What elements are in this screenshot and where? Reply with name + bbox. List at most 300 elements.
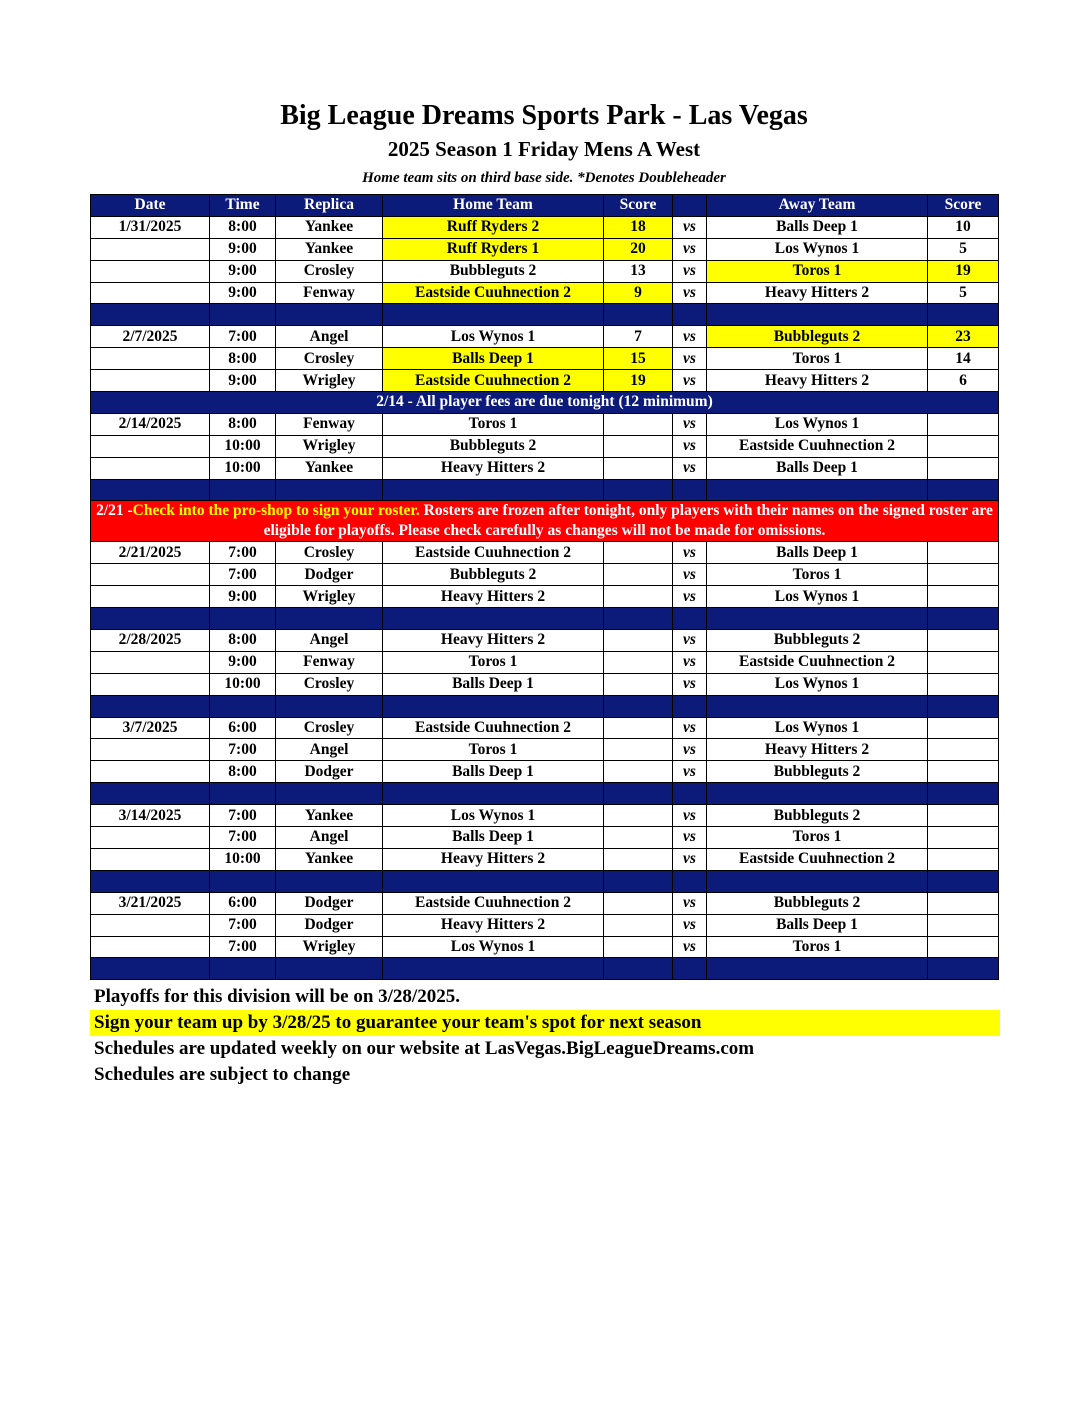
away-score: 10 xyxy=(928,216,999,238)
game-row xyxy=(91,673,999,695)
game-time: 7:00 xyxy=(210,326,276,348)
separator-row xyxy=(91,695,999,717)
away-score: 14 xyxy=(928,348,999,370)
game-row xyxy=(91,848,999,870)
home-team: Ruff Ryders 1 xyxy=(383,238,604,260)
away-score: 23 xyxy=(928,326,999,348)
separator-cell xyxy=(707,783,928,805)
separator-cell xyxy=(383,695,604,717)
separator-cell xyxy=(383,479,604,501)
game-date: 2/21/2025 xyxy=(91,542,210,564)
away-team: Bubbleguts 2 xyxy=(707,761,928,783)
game-row xyxy=(91,282,999,304)
home-score xyxy=(604,739,673,761)
game-date: 3/14/2025 xyxy=(91,805,210,827)
separator-cell xyxy=(707,695,928,717)
vs-label: vs xyxy=(673,673,707,695)
home-score xyxy=(604,914,673,936)
game-time: 10:00 xyxy=(210,848,276,870)
home-team: Eastside Cuuhnection 2 xyxy=(383,892,604,914)
game-date xyxy=(91,936,210,958)
field-name: Angel xyxy=(276,827,383,849)
away-score xyxy=(928,586,999,608)
roster-warning-row xyxy=(91,501,999,542)
field-name: Fenway xyxy=(276,651,383,673)
field-name: Crosley xyxy=(276,348,383,370)
game-row xyxy=(91,457,999,479)
page-title: Big League Dreams Sports Park - Las Vegas xyxy=(280,100,808,131)
away-team: Balls Deep 1 xyxy=(707,457,928,479)
separator-row xyxy=(91,870,999,892)
away-score xyxy=(928,542,999,564)
away-score xyxy=(928,827,999,849)
change-note: Schedules are subject to change xyxy=(94,1064,351,1085)
home-score: 15 xyxy=(604,348,673,370)
away-team: Toros 1 xyxy=(707,348,928,370)
home-team: Bubbleguts 2 xyxy=(383,435,604,457)
game-row xyxy=(91,260,999,282)
separator-cell xyxy=(210,608,276,630)
game-row xyxy=(91,651,999,673)
separator-cell xyxy=(604,870,673,892)
away-team: Eastside Cuuhnection 2 xyxy=(707,435,928,457)
game-time: 8:00 xyxy=(210,216,276,238)
home-team: Los Wynos 1 xyxy=(383,805,604,827)
separator-cell xyxy=(928,870,999,892)
home-score: 19 xyxy=(604,370,673,392)
game-time: 8:00 xyxy=(210,413,276,435)
schedule-body xyxy=(91,216,999,979)
game-time: 8:00 xyxy=(210,630,276,652)
separator-cell xyxy=(91,958,210,980)
vs-label: vs xyxy=(673,413,707,435)
home-score: 9 xyxy=(604,282,673,304)
away-score xyxy=(928,717,999,739)
game-row xyxy=(91,805,999,827)
home-team: Ruff Ryders 2 xyxy=(383,216,604,238)
separator-cell xyxy=(673,304,707,326)
home-score xyxy=(604,630,673,652)
away-team: Bubbleguts 2 xyxy=(707,326,928,348)
col-header-time: Time xyxy=(210,195,276,217)
home-team: Toros 1 xyxy=(383,413,604,435)
home-team: Los Wynos 1 xyxy=(383,936,604,958)
away-score: 6 xyxy=(928,370,999,392)
home-team: Los Wynos 1 xyxy=(383,326,604,348)
away-score xyxy=(928,936,999,958)
game-row xyxy=(91,892,999,914)
separator-cell xyxy=(210,870,276,892)
game-date xyxy=(91,564,210,586)
col-header-replica: Replica xyxy=(276,195,383,217)
game-date xyxy=(91,370,210,392)
col-header-date: Date xyxy=(91,195,210,217)
field-name: Wrigley xyxy=(276,586,383,608)
game-date xyxy=(91,651,210,673)
away-team: Heavy Hitters 2 xyxy=(707,282,928,304)
separator-cell xyxy=(604,958,673,980)
game-time: 7:00 xyxy=(210,936,276,958)
away-team: Eastside Cuuhnection 2 xyxy=(707,848,928,870)
separator-cell xyxy=(928,608,999,630)
separator-cell xyxy=(928,958,999,980)
field-name: Dodger xyxy=(276,892,383,914)
separator-cell xyxy=(928,479,999,501)
game-date xyxy=(91,238,210,260)
away-team: Los Wynos 1 xyxy=(707,413,928,435)
away-score: 5 xyxy=(928,282,999,304)
game-date xyxy=(91,827,210,849)
game-row xyxy=(91,348,999,370)
home-score xyxy=(604,936,673,958)
separator-cell xyxy=(707,304,928,326)
home-score xyxy=(604,848,673,870)
away-score xyxy=(928,651,999,673)
separator-cell xyxy=(91,608,210,630)
away-score xyxy=(928,892,999,914)
separator-row xyxy=(91,783,999,805)
game-date: 1/31/2025 xyxy=(91,216,210,238)
separator-cell xyxy=(707,870,928,892)
game-row xyxy=(91,542,999,564)
home-team: Heavy Hitters 2 xyxy=(383,914,604,936)
home-score xyxy=(604,805,673,827)
game-time: 9:00 xyxy=(210,586,276,608)
game-date xyxy=(91,435,210,457)
vs-label: vs xyxy=(673,370,707,392)
home-score xyxy=(604,651,673,673)
separator-cell xyxy=(383,608,604,630)
away-score xyxy=(928,435,999,457)
fee-notice: 2/14 - All player fees are due tonight (12 minimum) xyxy=(91,392,999,414)
roster-warning-date: 2/21 - xyxy=(96,502,133,520)
field-name: Crosley xyxy=(276,542,383,564)
away-team: Toros 1 xyxy=(707,564,928,586)
game-time: 9:00 xyxy=(210,370,276,392)
game-time: 10:00 xyxy=(210,435,276,457)
game-row xyxy=(91,435,999,457)
game-time: 9:00 xyxy=(210,282,276,304)
away-team: Los Wynos 1 xyxy=(707,238,928,260)
separator-cell xyxy=(91,870,210,892)
game-row xyxy=(91,326,999,348)
vs-label: vs xyxy=(673,761,707,783)
home-score: 13 xyxy=(604,260,673,282)
col-header-away-team: Away Team xyxy=(707,195,928,217)
home-team: Heavy Hitters 2 xyxy=(383,586,604,608)
vs-label: vs xyxy=(673,457,707,479)
away-score xyxy=(928,739,999,761)
away-team: Toros 1 xyxy=(707,936,928,958)
away-team: Heavy Hitters 2 xyxy=(707,739,928,761)
separator-cell xyxy=(383,783,604,805)
field-name: Crosley xyxy=(276,673,383,695)
home-score xyxy=(604,761,673,783)
separator-cell xyxy=(673,479,707,501)
separator-cell xyxy=(673,870,707,892)
away-score: 19 xyxy=(928,260,999,282)
vs-label: vs xyxy=(673,435,707,457)
separator-cell xyxy=(276,870,383,892)
field-name: Angel xyxy=(276,326,383,348)
vs-label: vs xyxy=(673,216,707,238)
field-name: Crosley xyxy=(276,717,383,739)
roster-warning xyxy=(91,501,999,542)
vs-label: vs xyxy=(673,326,707,348)
game-date xyxy=(91,761,210,783)
separator-cell xyxy=(210,304,276,326)
separator-cell xyxy=(91,304,210,326)
game-date: 3/21/2025 xyxy=(91,892,210,914)
away-score xyxy=(928,673,999,695)
separator-cell xyxy=(604,695,673,717)
game-time: 6:00 xyxy=(210,717,276,739)
game-time: 9:00 xyxy=(210,260,276,282)
game-date xyxy=(91,260,210,282)
separator-row xyxy=(91,304,999,326)
away-team: Bubbleguts 2 xyxy=(707,892,928,914)
game-row xyxy=(91,630,999,652)
home-team: Eastside Cuuhnection 2 xyxy=(383,370,604,392)
fee-notice-row xyxy=(91,392,999,414)
game-time: 8:00 xyxy=(210,348,276,370)
separator-cell xyxy=(707,608,928,630)
roster-warning-text: Rosters are frozen after tonight, only players with their names on the signed roster are eligible for playoffs. Please check carefully as changes will not be made for omissions. xyxy=(263,502,993,540)
game-time: 10:00 xyxy=(210,673,276,695)
field-name: Crosley xyxy=(276,260,383,282)
vs-label: vs xyxy=(673,564,707,586)
separator-row xyxy=(91,608,999,630)
home-score xyxy=(604,457,673,479)
game-date xyxy=(91,586,210,608)
separator-cell xyxy=(210,695,276,717)
field-name: Dodger xyxy=(276,914,383,936)
game-row xyxy=(91,827,999,849)
game-date: 3/7/2025 xyxy=(91,717,210,739)
game-time: 9:00 xyxy=(210,651,276,673)
separator-cell xyxy=(276,958,383,980)
away-team: Toros 1 xyxy=(707,827,928,849)
vs-label: vs xyxy=(673,348,707,370)
game-row xyxy=(91,238,999,260)
home-team: Balls Deep 1 xyxy=(383,761,604,783)
home-team: Eastside Cuuhnection 2 xyxy=(383,282,604,304)
home-team: Eastside Cuuhnection 2 xyxy=(383,542,604,564)
home-team: Bubbleguts 2 xyxy=(383,260,604,282)
vs-label: vs xyxy=(673,827,707,849)
home-team: Eastside Cuuhnection 2 xyxy=(383,717,604,739)
away-team: Los Wynos 1 xyxy=(707,586,928,608)
vs-label: vs xyxy=(673,717,707,739)
home-team: Bubbleguts 2 xyxy=(383,564,604,586)
separator-row xyxy=(91,479,999,501)
separator-cell xyxy=(276,695,383,717)
away-team: Bubbleguts 2 xyxy=(707,630,928,652)
away-team: Toros 1 xyxy=(707,260,928,282)
vs-label: vs xyxy=(673,630,707,652)
separator-cell xyxy=(210,783,276,805)
header-row xyxy=(91,195,999,217)
away-score xyxy=(928,848,999,870)
game-time: 7:00 xyxy=(210,914,276,936)
home-team: Heavy Hitters 2 xyxy=(383,457,604,479)
home-score xyxy=(604,673,673,695)
game-row xyxy=(91,717,999,739)
vs-label: vs xyxy=(673,260,707,282)
away-score xyxy=(928,761,999,783)
game-row xyxy=(91,761,999,783)
separator-cell xyxy=(383,870,604,892)
game-date xyxy=(91,914,210,936)
field-name: Yankee xyxy=(276,216,383,238)
game-time: 10:00 xyxy=(210,457,276,479)
field-name: Yankee xyxy=(276,848,383,870)
separator-cell xyxy=(928,304,999,326)
vs-label: vs xyxy=(673,805,707,827)
game-date: 2/28/2025 xyxy=(91,630,210,652)
home-score xyxy=(604,827,673,849)
vs-label: vs xyxy=(673,914,707,936)
separator-cell xyxy=(276,304,383,326)
vs-label: vs xyxy=(673,542,707,564)
game-time: 7:00 xyxy=(210,827,276,849)
field-name: Wrigley xyxy=(276,435,383,457)
roster-warning-highlight: Check into the pro-shop to sign your roster. xyxy=(132,502,420,520)
field-name: Fenway xyxy=(276,282,383,304)
separator-cell xyxy=(673,958,707,980)
home-team: Heavy Hitters 2 xyxy=(383,630,604,652)
separator-cell xyxy=(604,783,673,805)
separator-cell xyxy=(210,479,276,501)
away-score xyxy=(928,457,999,479)
game-time: 7:00 xyxy=(210,805,276,827)
separator-cell xyxy=(383,958,604,980)
col-header-vs xyxy=(673,195,707,217)
home-score xyxy=(604,892,673,914)
schedule-table xyxy=(90,194,999,980)
separator-cell xyxy=(673,608,707,630)
game-time: 6:00 xyxy=(210,892,276,914)
separator-cell xyxy=(604,608,673,630)
field-name: Yankee xyxy=(276,805,383,827)
separator-cell xyxy=(928,695,999,717)
field-name: Fenway xyxy=(276,413,383,435)
away-team: Bubbleguts 2 xyxy=(707,805,928,827)
game-date: 2/7/2025 xyxy=(91,326,210,348)
game-time: 8:00 xyxy=(210,761,276,783)
away-team: Balls Deep 1 xyxy=(707,216,928,238)
game-date xyxy=(91,673,210,695)
vs-label: vs xyxy=(673,936,707,958)
game-row xyxy=(91,370,999,392)
home-team: Heavy Hitters 2 xyxy=(383,848,604,870)
game-row xyxy=(91,914,999,936)
home-team: Toros 1 xyxy=(383,651,604,673)
vs-label: vs xyxy=(673,282,707,304)
away-score: 5 xyxy=(928,238,999,260)
separator-cell xyxy=(604,479,673,501)
game-date xyxy=(91,739,210,761)
separator-cell xyxy=(673,783,707,805)
field-name: Angel xyxy=(276,739,383,761)
game-time: 9:00 xyxy=(210,238,276,260)
home-score xyxy=(604,586,673,608)
home-score: 7 xyxy=(604,326,673,348)
separator-cell xyxy=(673,695,707,717)
home-score xyxy=(604,435,673,457)
game-time: 7:00 xyxy=(210,739,276,761)
col-header-home-score: Score xyxy=(604,195,673,217)
separator-cell xyxy=(276,608,383,630)
vs-label: vs xyxy=(673,739,707,761)
separator-cell xyxy=(383,304,604,326)
page-subtitle: 2025 Season 1 Friday Mens A West xyxy=(387,137,701,161)
away-team: Eastside Cuuhnection 2 xyxy=(707,651,928,673)
field-name: Wrigley xyxy=(276,936,383,958)
game-time: 7:00 xyxy=(210,564,276,586)
field-name: Yankee xyxy=(276,457,383,479)
game-date xyxy=(91,282,210,304)
field-name: Dodger xyxy=(276,564,383,586)
game-date: 2/14/2025 xyxy=(91,413,210,435)
field-name: Angel xyxy=(276,630,383,652)
vs-label: vs xyxy=(673,238,707,260)
field-name: Yankee xyxy=(276,238,383,260)
separator-cell xyxy=(276,479,383,501)
away-team: Los Wynos 1 xyxy=(707,673,928,695)
game-row xyxy=(91,739,999,761)
website-note: Schedules are updated weekly on our website at LasVegas.BigLeagueDreams.com xyxy=(94,1038,755,1059)
col-header-away-score: Score xyxy=(928,195,999,217)
game-row xyxy=(91,413,999,435)
separator-cell xyxy=(91,783,210,805)
schedule-note: Home team sits on third base side. *Denotes Doubleheader xyxy=(362,170,726,186)
vs-label: vs xyxy=(673,651,707,673)
game-date xyxy=(91,348,210,370)
separator-cell xyxy=(604,304,673,326)
away-team: Heavy Hitters 2 xyxy=(707,370,928,392)
separator-cell xyxy=(210,958,276,980)
home-score: 20 xyxy=(604,238,673,260)
home-team: Balls Deep 1 xyxy=(383,673,604,695)
game-date xyxy=(91,848,210,870)
away-team: Balls Deep 1 xyxy=(707,542,928,564)
signup-note: Sign your team up by 3/28/25 to guarantee your team's spot for next season xyxy=(90,1010,1000,1036)
away-score xyxy=(928,805,999,827)
game-row xyxy=(91,936,999,958)
vs-label: vs xyxy=(673,848,707,870)
separator-row xyxy=(91,958,999,980)
vs-label: vs xyxy=(673,586,707,608)
away-score xyxy=(928,564,999,586)
field-name: Dodger xyxy=(276,761,383,783)
separator-cell xyxy=(276,783,383,805)
home-score xyxy=(604,564,673,586)
separator-cell xyxy=(91,479,210,501)
home-score xyxy=(604,542,673,564)
home-team: Balls Deep 1 xyxy=(383,827,604,849)
home-team: Toros 1 xyxy=(383,739,604,761)
vs-label: vs xyxy=(673,892,707,914)
home-score: 18 xyxy=(604,216,673,238)
playoffs-note: Playoffs for this division will be on 3/28/2025. xyxy=(94,986,460,1007)
game-row xyxy=(91,564,999,586)
field-name: Wrigley xyxy=(276,370,383,392)
separator-cell xyxy=(707,958,928,980)
game-row xyxy=(91,586,999,608)
home-team: Balls Deep 1 xyxy=(383,348,604,370)
separator-cell xyxy=(928,783,999,805)
